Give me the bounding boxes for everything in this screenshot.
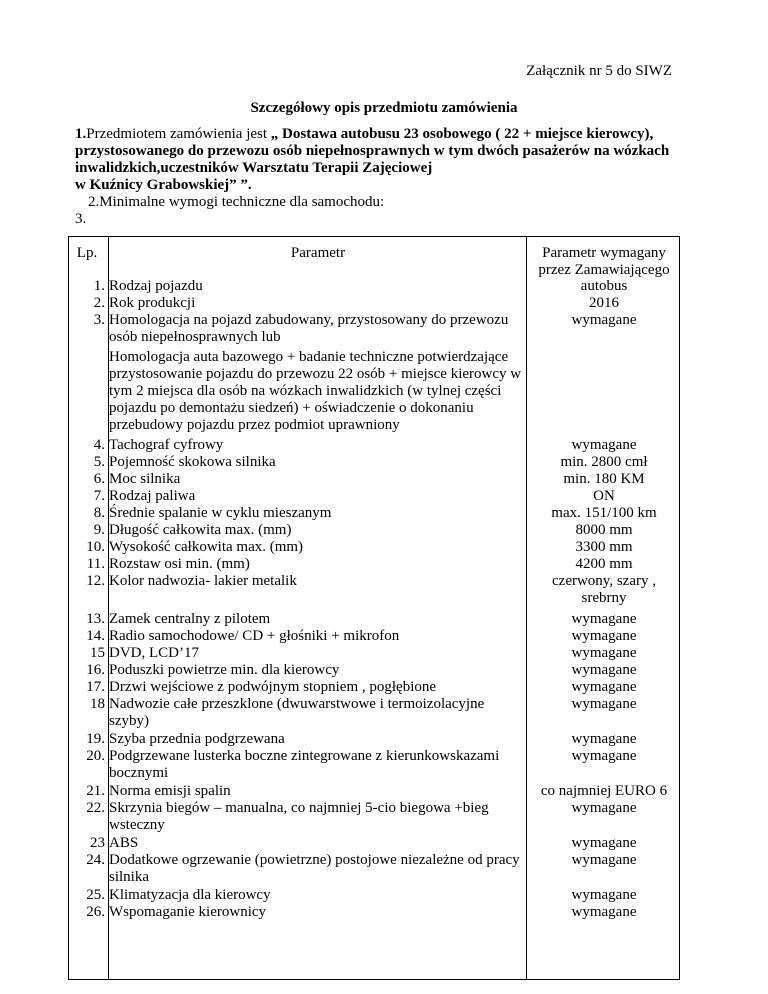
row-number: 13. <box>86 611 105 627</box>
row-required-value: wymagane <box>571 662 637 678</box>
row-parameter: Radio samochodowe/ CD + głośniki + mikrofon <box>109 628 400 644</box>
row-required-value: max. 151/100 km <box>551 505 657 521</box>
row-required-value: min. 2800 cmł <box>560 454 648 470</box>
intro-p1-number: 1. <box>75 126 87 142</box>
requirements-table <box>68 236 680 980</box>
row-parameter: Zamek centralny z pilotem <box>109 611 271 627</box>
row-number: 12. <box>86 573 105 589</box>
row-parameter: Wspomaganie kierownicy <box>109 904 267 920</box>
row-required-value: 4200 mm <box>575 556 633 572</box>
row-required-value: wymagane <box>571 611 637 627</box>
row-required-value: wymagane <box>571 852 637 868</box>
document-title: Szczegółowy opis przedmiotu zamówienia <box>250 100 518 116</box>
row-number: 5. <box>93 454 105 470</box>
row-number: 9. <box>93 522 105 538</box>
row-number: 25. <box>86 887 105 903</box>
row-number: 19. <box>86 731 105 747</box>
row-number: 26. <box>86 904 105 920</box>
row-parameter: DVD, LCD’17 <box>109 645 199 661</box>
intro-section <box>75 126 715 228</box>
row-required-value: min. 180 KM <box>563 471 645 487</box>
row-parameter: Rodzaj pojazdu <box>109 278 203 294</box>
row-parameter: Średnie spalanie w cyklu mieszanym <box>109 505 332 521</box>
row-required-value: wymagane <box>571 645 637 661</box>
row-required-value: wymagane <box>571 800 637 816</box>
row-number: 7. <box>93 488 105 504</box>
header-lp: Lp. <box>76 245 98 261</box>
intro-paragraph-1 <box>75 126 715 177</box>
row-parameter: ABS <box>109 835 139 851</box>
row-parameter: Moc silnika <box>109 471 181 487</box>
row-parameter: Homologacja auta bazowego + badanie techniczne potwierdzające przystosowanie pojazdu do przewozu 22 osób + miejsce kierowcy w tym 2 miejsca dla osób na wózkach inwalidzkich (w tylnej części pojazdu po demontażu siedzeń) + oświadczenie o dokonaniu przebudowy pojazdu przez podmiot uprawniony <box>109 349 522 433</box>
row-parameter: Drzwi wejściowe z podwójnym stopniem , pogłębione <box>109 679 437 695</box>
row-number: 3. <box>93 312 105 328</box>
row-parameter: Klimatyzacja dla kierowcy <box>109 887 271 903</box>
row-parameter: Kolor nadwozia- lakier metalik <box>109 573 297 589</box>
header-param: Parametr <box>290 245 346 261</box>
row-required-value: 8000 mm <box>575 522 633 538</box>
intro-p1-lead: Przedmiotem zamówienia jest <box>86 126 271 142</box>
row-parameter: Tachograf cyfrowy <box>109 437 224 453</box>
row-required-value: ON <box>593 488 615 504</box>
row-parameter: Nadwozie całe przeszklone (dwuwarstwowe i termoizolacyjne szyby) <box>109 696 485 729</box>
row-required-value: wymagane <box>571 628 637 644</box>
row-parameter: Podgrzewane lusterka boczne zintegrowane z kierunkowskazami bocznymi <box>109 748 500 781</box>
row-parameter: Norma emisji spalin <box>109 783 231 799</box>
row-parameter: Rodzaj paliwa <box>109 488 196 504</box>
row-number: 18 <box>90 696 105 712</box>
row-required-value: wymagane <box>571 312 637 328</box>
row-parameter: Rozstaw osi min. (mm) <box>109 556 250 572</box>
row-number: 22. <box>86 800 105 816</box>
row-required-value: wymagane <box>571 835 637 851</box>
row-number: 2. <box>93 295 105 311</box>
row-required-value: wymagane <box>571 437 637 453</box>
row-required-value: wymagane <box>571 748 637 764</box>
intro-p1-subject-end: w Kuźnicy Grabowskiej” ”. <box>75 177 252 193</box>
header-value: Parametr wymagany przez Zamawiającego <box>538 245 670 278</box>
row-number: 15 <box>90 645 105 661</box>
row-parameter: Pojemność skokowa silnika <box>109 454 276 470</box>
intro-paragraph-1b <box>75 177 715 194</box>
row-number: 11. <box>86 556 105 572</box>
attachment-label: Załącznik nr 5 do SIWZ <box>526 63 672 79</box>
row-required-value: co najmniej EURO 6 <box>540 783 668 799</box>
row-number: 4. <box>93 437 105 453</box>
row-parameter: Wysokość całkowita max. (mm) <box>109 539 304 555</box>
row-parameter: Długość całkowita max. (mm) <box>109 522 292 538</box>
row-parameter: Rok produkcji <box>109 295 196 311</box>
intro-p1-subject: „ Dostawa autobusu 23 osobowego ( 22 + miejsce kierowcy), przystosowanego do przewozu osób niepełnosprawnych w tym dwóch pasażerów na wózkach inwalidzkich,uczestników Warsztatu Terapii Zajęciowej <box>75 126 670 176</box>
intro-paragraph-2: 2.Minimalne wymogi techniczne dla samochodu: <box>88 194 385 210</box>
row-parameter: Poduszki powietrze min. dla kierowcy <box>109 662 340 678</box>
row-number: 16. <box>86 662 105 678</box>
row-number: 24. <box>86 852 105 868</box>
row-number: 1. <box>93 278 105 294</box>
row-required-value: wymagane <box>571 904 637 920</box>
row-parameter: Homologacja na pojazd zabudowany, przystosowany do przewozu osób niepełnosprawnych lub <box>109 312 509 345</box>
row-number: 20. <box>86 748 105 764</box>
row-required-value: wymagane <box>571 731 637 747</box>
row-required-value: czerwony, szary , srebrny <box>552 573 656 606</box>
row-required-value: 2016 <box>589 295 619 311</box>
intro-paragraph-3: 3. <box>75 211 87 227</box>
row-required-value: wymagane <box>571 696 637 712</box>
row-parameter: Dodatkowe ogrzewanie (powietrzne) postojowe niezależne od pracy silnika <box>109 852 520 885</box>
row-required-value: wymagane <box>571 679 637 695</box>
row-number: 17. <box>86 679 105 695</box>
row-number: 6. <box>93 471 105 487</box>
row-number: 21. <box>86 783 105 799</box>
row-required-value: autobus <box>580 278 628 294</box>
row-number: 14. <box>86 628 105 644</box>
row-number: 10. <box>86 539 105 555</box>
row-number: 23 <box>90 835 105 851</box>
row-required-value: 3300 mm <box>575 539 633 555</box>
row-parameter: Szyba przednia podgrzewana <box>109 731 285 747</box>
row-parameter: Skrzynia biegów – manualna, co najmniej 5-cio biegowa +bieg wsteczny <box>109 800 489 833</box>
row-number: 8. <box>93 505 105 521</box>
row-required-value: wymagane <box>571 887 637 903</box>
